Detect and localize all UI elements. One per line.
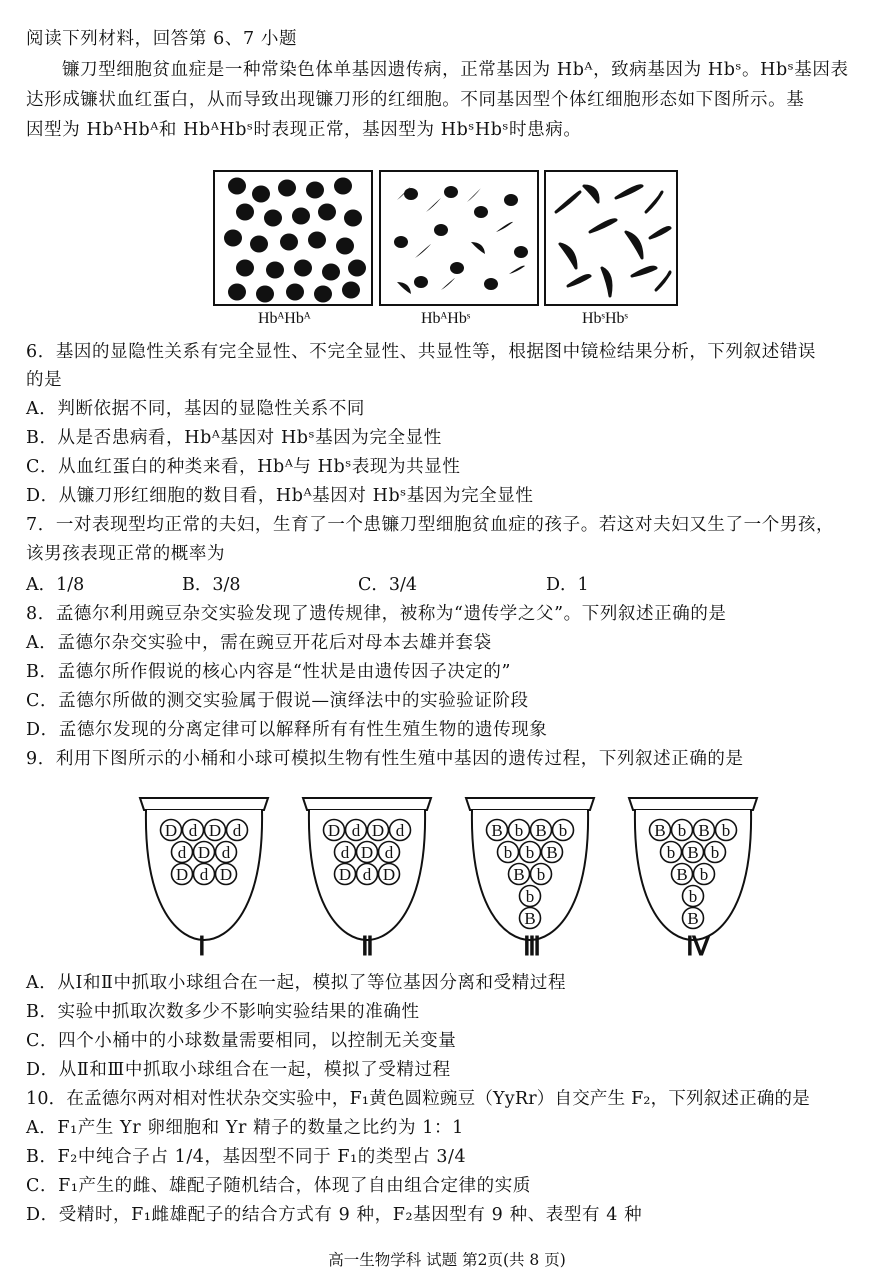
q10-option-a: A．F₁产生 Yr 卵细胞和 Yr 精子的数量之比约为 1：1 bbox=[26, 1118, 464, 1138]
ball-allele: d bbox=[177, 843, 187, 862]
bucket-label-1: Ⅰ bbox=[198, 932, 206, 961]
ball-allele: B bbox=[524, 909, 536, 928]
q10-option-b: B．F₂中纯合子占 1/4，基因型不同于 F₁的类型占 3/4 bbox=[26, 1147, 467, 1167]
q7-option-a: A．1/8 bbox=[26, 575, 85, 595]
ball-allele: B bbox=[546, 843, 558, 862]
q6-stem-1: 6．基因的显隐性关系有完全显性、不完全显性、共显性等，根据图中镜检结果分析，下列叙述错误 bbox=[26, 342, 817, 362]
bucket-3 bbox=[466, 798, 594, 940]
bucket-1 bbox=[140, 798, 268, 940]
q7-stem-1: 7．一对表现型均正常的夫妇，生育了一个患镰刀型细胞贫血症的孩子。若这对夫妇又生了一个男孩， bbox=[26, 515, 835, 535]
ball-allele: b bbox=[666, 843, 676, 862]
q8-option-d: D．孟德尔发现的分离定律可以解释所有有性生殖生物的遗传现象 bbox=[26, 720, 548, 740]
q6-option-b: B．从是否患病看，Hbᴬ基因对 Hbˢ基因为完全显性 bbox=[26, 428, 442, 448]
ball-allele: D bbox=[338, 865, 352, 884]
ball-allele: B bbox=[676, 865, 688, 884]
ball-allele: D bbox=[327, 821, 341, 840]
q7-option-b: B．3/8 bbox=[182, 575, 241, 595]
micrograph-carrier bbox=[379, 170, 539, 306]
q9-option-b: B．实验中抓取次数多少不影响实验结果的准确性 bbox=[26, 1002, 420, 1022]
bucket-label-4: Ⅳ bbox=[686, 932, 710, 961]
ball-allele: d bbox=[199, 865, 209, 884]
bucket-rim bbox=[303, 798, 431, 810]
ball-allele: B bbox=[491, 821, 503, 840]
q8-option-a: A．孟德尔杂交实验中，需在豌豆开花后对母本去雄并套袋 bbox=[26, 633, 492, 653]
ball-allele: B bbox=[687, 843, 699, 862]
ball-allele: b bbox=[525, 887, 535, 906]
ball-allele: B bbox=[687, 909, 699, 928]
ball-allele: d bbox=[221, 843, 231, 862]
q8-option-c: C．孟德尔所做的测交实验属于假说—演绎法中的实验验证阶段 bbox=[26, 691, 529, 711]
ball-allele: D bbox=[371, 821, 385, 840]
ball-allele: b bbox=[721, 821, 731, 840]
q8-stem: 8．孟德尔利用豌豆杂交实验发现了遗传规律，被称为“遗传学之父”。下列叙述正确的是 bbox=[26, 604, 727, 624]
q6-option-c: C．从血红蛋白的种类来看，Hbᴬ与 Hbˢ表现为共显性 bbox=[26, 457, 461, 477]
q7-stem-2: 该男孩表现正常的概率为 bbox=[26, 544, 226, 564]
bucket-rim bbox=[466, 798, 594, 810]
ball-allele: b bbox=[525, 843, 535, 862]
q9-option-a: A．从Ⅰ和Ⅱ中抓取小球组合在一起，模拟了等位基因分离和受精过程 bbox=[26, 973, 567, 993]
ball-allele: D bbox=[219, 865, 233, 884]
ball-allele: d bbox=[232, 821, 242, 840]
caption-normal: HbᴬHbᴬ bbox=[258, 310, 311, 327]
ball-allele: d bbox=[384, 843, 394, 862]
ball-allele: d bbox=[188, 821, 198, 840]
ball-allele: D bbox=[382, 865, 396, 884]
ball-allele: D bbox=[197, 843, 211, 862]
ball-allele: B bbox=[535, 821, 547, 840]
page-footer: 高一生物学科 试题 第2页(共 8 页) bbox=[328, 1251, 566, 1269]
material-line-3: 因型为 HbᴬHbᴬ和 HbᴬHbˢ时表现正常，基因型为 HbˢHbˢ时患病。 bbox=[26, 120, 582, 140]
ball-allele: b bbox=[514, 821, 524, 840]
ball-allele: b bbox=[688, 887, 698, 906]
micrograph-normal bbox=[213, 170, 373, 306]
ball-allele: d bbox=[351, 821, 361, 840]
q7-option-c: C．3/4 bbox=[358, 575, 418, 595]
ball-allele: D bbox=[164, 821, 178, 840]
bucket-rim bbox=[629, 798, 757, 810]
ball-allele: D bbox=[175, 865, 189, 884]
bucket-label-2: Ⅱ bbox=[361, 932, 374, 961]
bucket-4 bbox=[629, 798, 757, 940]
material-line-2: 达形成镰状血红蛋白，从而导致出现镰刀形的红细胞。不同基因型个体红细胞形态如下图所示。基 bbox=[26, 90, 805, 110]
q7-option-d: D．1 bbox=[546, 575, 589, 595]
ball-allele: d bbox=[362, 865, 372, 884]
q6-option-d: D．从镰刀形红细胞的数目看，Hbᴬ基因对 Hbˢ基因为完全显性 bbox=[26, 486, 534, 506]
q6-option-a: A．判断依据不同，基因的显隐性关系不同 bbox=[26, 399, 366, 419]
q6-stem-2: 的是 bbox=[26, 370, 63, 390]
bucket-2 bbox=[303, 798, 431, 940]
q10-option-c: C．F₁产生的雌、雄配子随机结合，体现了自由组合定律的实质 bbox=[26, 1176, 531, 1196]
bucket-rim bbox=[140, 798, 268, 810]
q9-stem: 9．利用下图所示的小桶和小球可模拟生物有性生殖中基因的遗传过程，下列叙述正确的是 bbox=[26, 749, 744, 769]
ball-allele: D bbox=[208, 821, 222, 840]
ball-allele: b bbox=[536, 865, 546, 884]
q10-option-d: D．受精时，F₁雌雄配子的结合方式有 9 种，F₂基因型有 9 种、表型有 4 种 bbox=[26, 1205, 643, 1225]
ball-allele: b bbox=[558, 821, 568, 840]
ball-allele: d bbox=[395, 821, 405, 840]
ball-allele: B bbox=[513, 865, 525, 884]
ball-allele: b bbox=[699, 865, 709, 884]
ball-allele: D bbox=[360, 843, 374, 862]
caption-carrier: HbᴬHbˢ bbox=[421, 310, 471, 327]
ball-allele: b bbox=[710, 843, 720, 862]
caption-sickle: HbˢHbˢ bbox=[582, 310, 628, 327]
ball-allele: B bbox=[654, 821, 666, 840]
ball-allele: b bbox=[677, 821, 687, 840]
bucket-label-3: Ⅲ bbox=[523, 932, 541, 961]
ball-allele: b bbox=[503, 843, 513, 862]
intro-title: 阅读下列材料，回答第 6、7 小题 bbox=[26, 29, 298, 49]
q9-option-d: D．从Ⅱ和Ⅲ中抓取小球组合在一起，模拟了受精过程 bbox=[26, 1060, 451, 1080]
q8-option-b: B．孟德尔所作假说的核心内容是“性状是由遗传因子决定的” bbox=[26, 662, 512, 682]
q9-option-c: C．四个小桶中的小球数量需要相同，以控制无关变量 bbox=[26, 1031, 457, 1051]
material-line-1: 镰刀型细胞贫血症是一种常染色体单基因遗传病，正常基因为 Hbᴬ，致病基因为 Hbˢ。Hbˢ基因表 bbox=[62, 60, 849, 80]
ball-allele: B bbox=[698, 821, 710, 840]
bucket-figure bbox=[130, 790, 770, 965]
ball-allele: d bbox=[340, 843, 350, 862]
q10-stem: 10．在孟德尔两对相对性状杂交实验中，F₁黄色圆粒豌豆（YyRr）自交产生 F₂，下列叙述正确的是 bbox=[26, 1089, 810, 1109]
micrograph-sickle bbox=[544, 170, 678, 306]
